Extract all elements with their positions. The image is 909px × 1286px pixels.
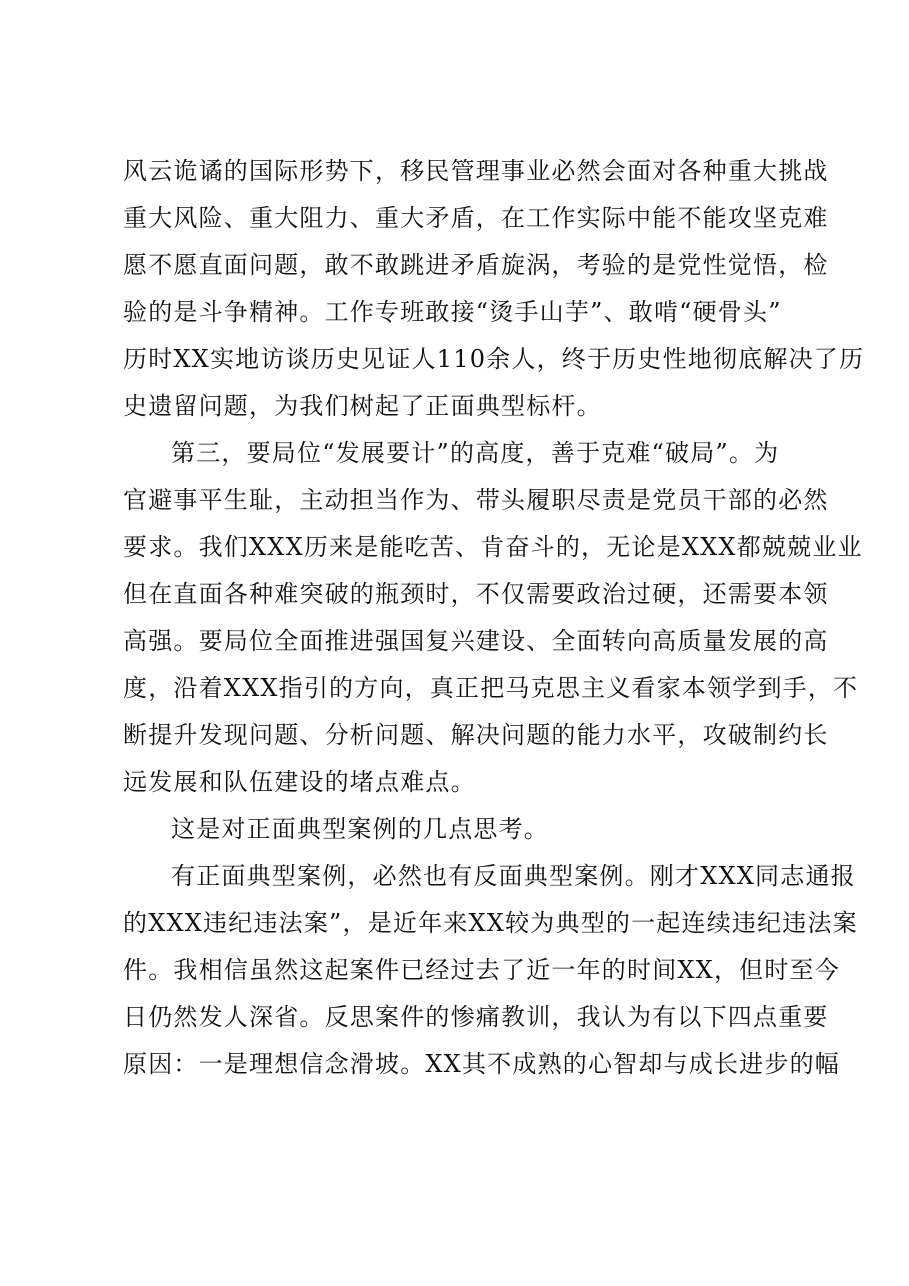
paragraph-start-line: 这是对正面典型案例的几点思考。 bbox=[171, 815, 549, 843]
text-line: 的XXX违纪违法案”，是近年来XX较为典型的一起连续违纪违法案 bbox=[123, 909, 858, 937]
text-line: 验的是斗争精神。工作专班敢接“烫手山芋”、敢啃“硬骨头” bbox=[123, 298, 782, 326]
text-line: 日仍然发人深省。反思案件的惨痛教训，我认为有以下四点重要 bbox=[123, 1003, 829, 1031]
text-line: 但在直面各种难突破的瓶颈时，不仅需要政治过硬，还需要本领 bbox=[123, 580, 829, 608]
text-line: 史遗留问题，为我们树起了正面典型标杆。 bbox=[123, 392, 602, 420]
text-line: 度，沿着XXX指引的方向，真正把马克思主义看家本领学到手，不 bbox=[123, 674, 859, 702]
text-line: 要求。我们XXX历来是能吃苦、肯奋斗的，无论是XXX都兢兢业业 bbox=[123, 533, 863, 561]
text-line: 历时XX实地访谈历史见证人110余人，终于历史性地彻底解决了历 bbox=[123, 345, 865, 373]
text-line: 风云诡谲的国际形势下，移民管理事业必然会面对各种重大挑战 bbox=[123, 157, 829, 185]
text-line: 远发展和队伍建设的堵点难点。 bbox=[123, 768, 476, 796]
body-text bbox=[123, 148, 865, 1088]
paragraph-start-line: 第三，要局位“发展要计”的高度，善于克难“破局”。为 bbox=[171, 439, 780, 467]
text-line: 重大风险、重大阻力、重大矛盾，在工作实际中能不能攻坚克难 bbox=[123, 204, 829, 232]
text-line: 件。我相信虽然这起案件已经过去了近一年的时间XX，但时至今 bbox=[123, 956, 840, 984]
text-line: 原因：一是理想信念滑坡。XX其不成熟的心智却与成长进步的幅 bbox=[123, 1050, 840, 1078]
text-line: 官避事平生耻，主动担当作为、带头履职尽责是党员干部的必然 bbox=[123, 486, 829, 514]
text-line: 愿不愿直面问题，敢不敢跳进矛盾旋涡，考验的是党性觉悟，检 bbox=[123, 251, 829, 279]
text-line: 高强。要局位全面推进强国复兴建设、全面转向高质量发展的高 bbox=[123, 627, 829, 655]
paragraph-start-line: 有正面典型案例，必然也有反面典型案例。刚才XXX同志通报 bbox=[171, 862, 856, 890]
text-line: 断提升发现问题、分析问题、解决问题的能力水平，攻破制约长 bbox=[123, 721, 829, 749]
